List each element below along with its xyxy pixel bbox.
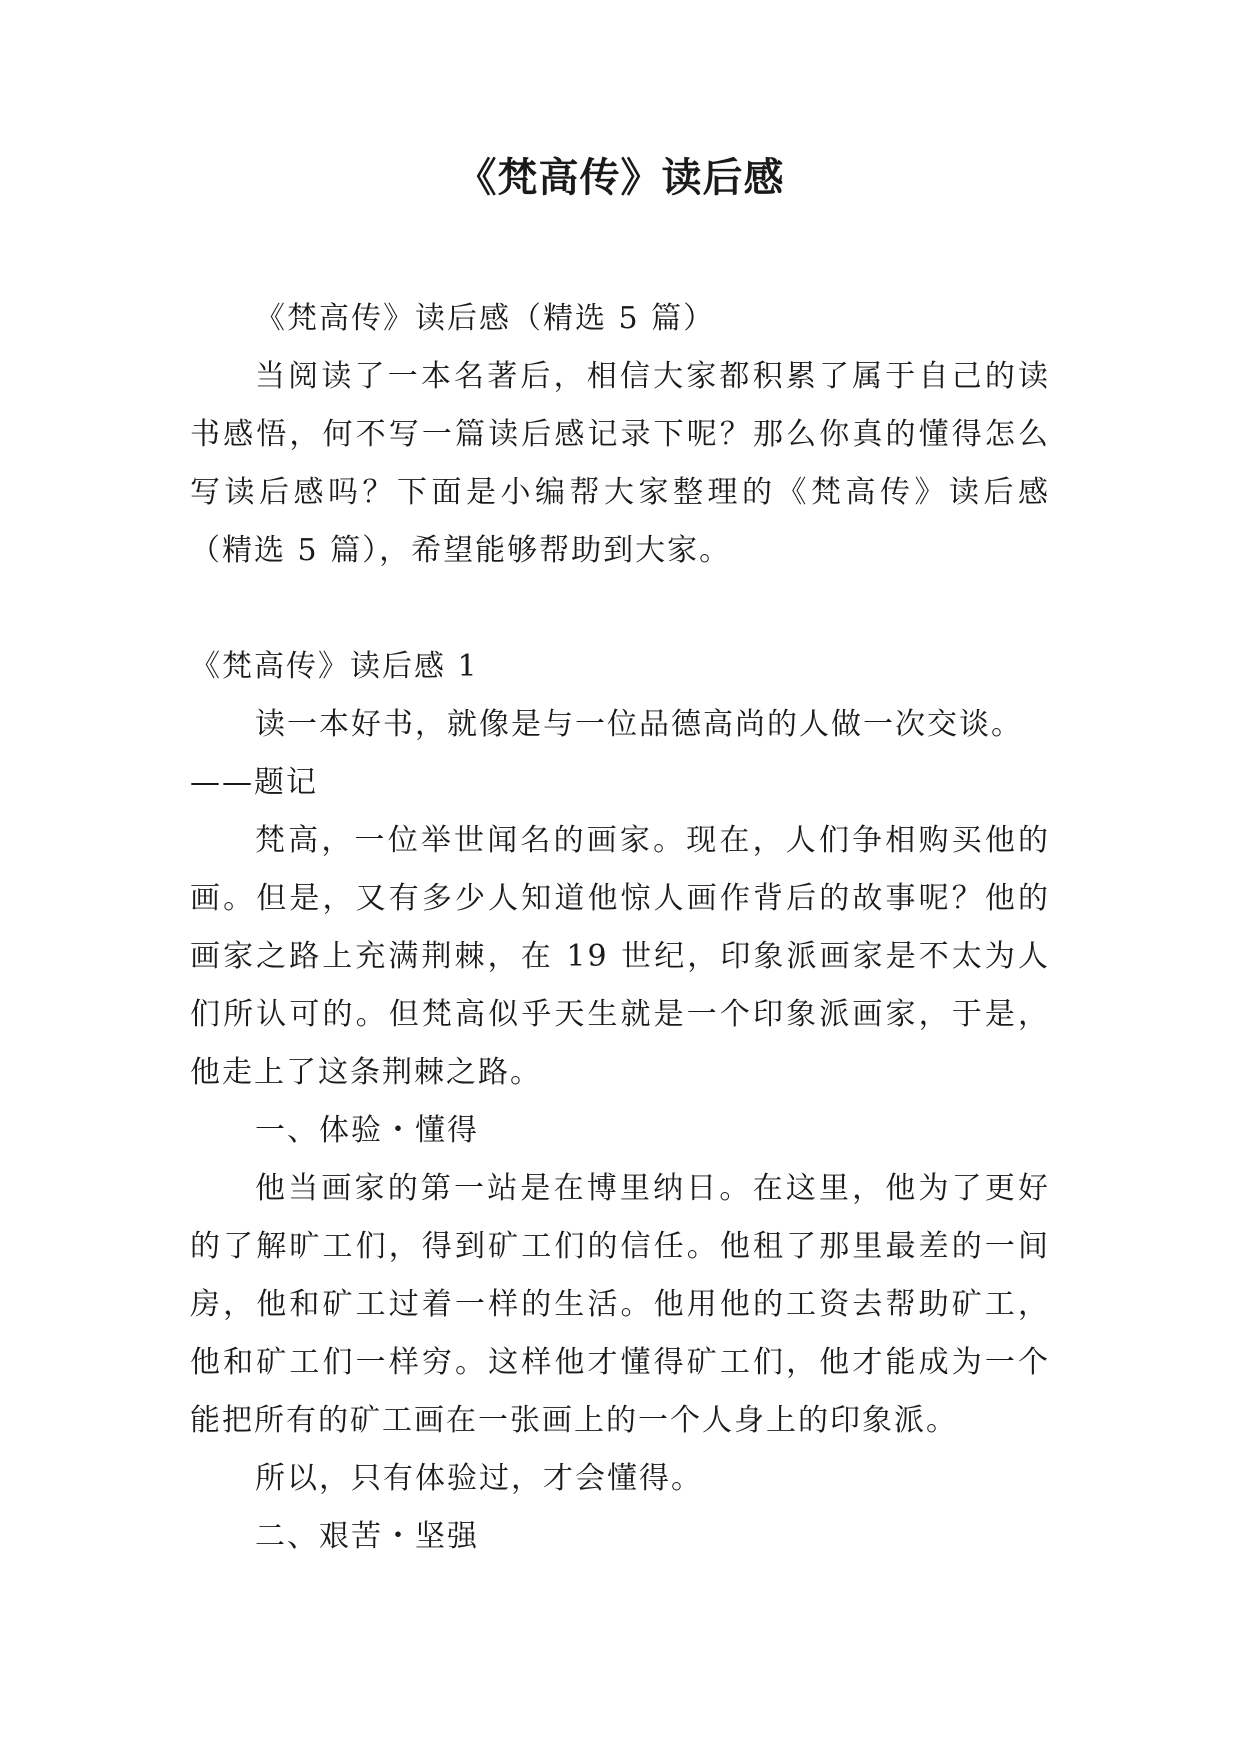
section-gap <box>190 580 1050 638</box>
subtitle-paragraph: 《梵高传》读后感（精选 5 篇） <box>255 301 716 336</box>
intro-paragraph: 当阅读了一本名著后，相信大家都积累了属于自己的读书感悟，何不写一篇读后感记录下呢？那么你真的懂得怎么写读后感吗？下面是小编帮大家整理的《梵高传》读后感（精选 5 篇），希望能够帮助到大家。 <box>190 359 1050 568</box>
conclusion-paragraph: 所以，只有体验过，才会懂得。 <box>255 1461 703 1496</box>
document-title: 《梵高传》读后感 <box>456 154 785 201</box>
epigraph-source: ——题记 <box>190 765 318 800</box>
document-body <box>190 290 1050 1566</box>
vangogh-paragraph: 梵高，一位举世闻名的画家。现在，人们争相购买他的画。但是，又有多少人知道他惊人画作背后的故事呢？他的画家之路上充满荆棘，在 19 世纪，印象派画家是不太为人们所认可的。但梵高似乎天生就是一个印象派画家，于是，他走上了这条荆棘之路。 <box>190 823 1050 1090</box>
section-1-heading: 《梵高传》读后感 1 <box>190 649 479 684</box>
subheading-experience: 一、体验・懂得 <box>255 1113 479 1148</box>
subheading-hardship: 二、艰苦・坚强 <box>255 1519 479 1554</box>
epigraph-quote: 读一本好书，就像是与一位品德高尚的人做一次交谈。 <box>255 707 1023 742</box>
miners-paragraph: 他当画家的第一站是在博里纳日。在这里，他为了更好的了解旷工们，得到矿工们的信任。他租了那里最差的一间房，他和矿工过着一样的生活。他用他的工资去帮助矿工，他和矿工们一样穷。这样他才懂得矿工们，他才能成为一个能把所有的矿工画在一张画上的一个人身上的印象派。 <box>190 1171 1050 1438</box>
